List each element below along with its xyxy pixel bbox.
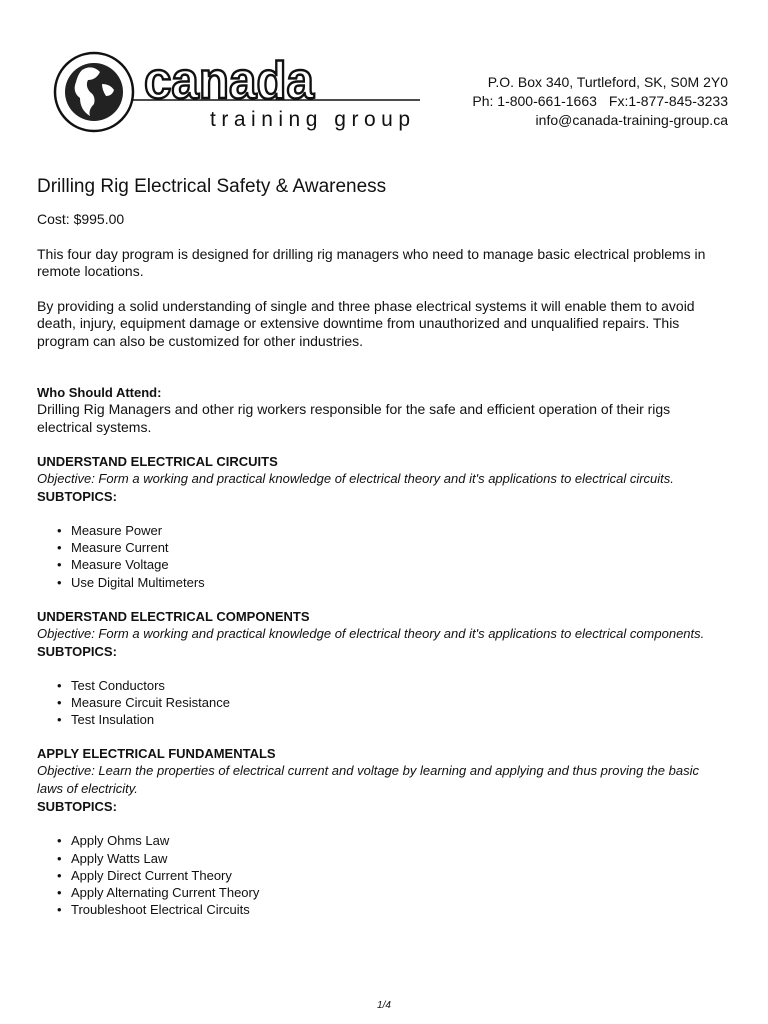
contact-fax: Fx:1-877-845-3233 (608, 93, 728, 109)
subtopic-item: • Apply Watts Law (57, 850, 727, 867)
subtopic-item: • Measure Voltage (57, 556, 727, 573)
contact-email[interactable]: info@canada-training-group.ca (535, 112, 728, 128)
course-title: Drilling Rig Electrical Safety & Awareness (37, 176, 387, 197)
section (37, 608, 727, 729)
logo-tagline: training group (210, 108, 410, 131)
contact-block (472, 73, 728, 130)
subtopic-item: • Test Conductors (57, 677, 727, 694)
subtopic-item: • Apply Direct Current Theory (57, 867, 727, 884)
subtopic-list (37, 832, 727, 918)
course-content (37, 176, 727, 935)
who-should-attend-label: Who Should Attend: (37, 385, 162, 400)
canada-training-group-logo (44, 40, 434, 150)
section-objective: Objective: Form a working and practical knowledge of electrical theory and it's applications to electrical circuits. (37, 471, 674, 486)
page-number: 1/4 (377, 1000, 391, 1011)
subtopic-item: • Measure Power (57, 522, 727, 539)
subtopics-label: SUBTOPICS: (37, 643, 117, 659)
section (37, 745, 727, 918)
who-should-attend-text: Drilling Rig Managers and other rig workers responsible for the safe and efficient operation of their rigs electrical systems. (37, 401, 671, 435)
section-title: UNDERSTAND ELECTRICAL CIRCUITS (37, 454, 278, 469)
section-title: UNDERSTAND ELECTRICAL COMPONENTS (37, 608, 310, 624)
logo-wordmark: canada (144, 52, 316, 110)
subtopic-list (37, 522, 727, 591)
globe-icon (55, 53, 133, 131)
section-objective: Objective: Learn the properties of electrical current and voltage by learning and applying and thus proving the basic laws of electricity. (37, 763, 699, 797)
subtopic-list (37, 677, 727, 729)
course-description: This four day program is designed for drilling rig managers who need to manage basic electrical problems in remote locations. (37, 245, 706, 279)
subtopic-item: • Measure Circuit Resistance (57, 694, 727, 711)
subtopic-item: • Apply Ohms Law (57, 832, 727, 849)
contact-phone: Ph: 1-800-661-1663 (472, 93, 597, 109)
subtopic-item: • Use Digital Multimeters (57, 574, 727, 591)
course-description: By providing a solid understanding of single and three phase electrical systems it will enable them to avoid death, injury, equipment damage or extensive downtime from unauthorized and unqualified repairs. This program can also be customized for other industries. (37, 297, 695, 349)
course-cost: Cost: $995.00 (37, 211, 125, 227)
subtopic-item: • Measure Current (57, 539, 727, 556)
section-title: APPLY ELECTRICAL FUNDAMENTALS (37, 746, 276, 762)
subtopic-item: • Apply Alternating Current Theory (57, 884, 727, 901)
contact-phone-fax (472, 92, 728, 111)
section (37, 453, 727, 591)
subtopics-label: SUBTOPICS: (37, 799, 117, 815)
subtopic-item: • Troubleshoot Electrical Circuits (57, 901, 727, 918)
subtopic-item: • Test Insulation (57, 711, 727, 728)
contact-address: P.O. Box 340, Turtleford, SK, S0M 2Y0 (487, 74, 728, 90)
section-objective: Objective: Form a working and practical knowledge of electrical theory and it's applications to electrical components. (37, 625, 705, 641)
subtopics-label: SUBTOPICS: (37, 489, 117, 504)
